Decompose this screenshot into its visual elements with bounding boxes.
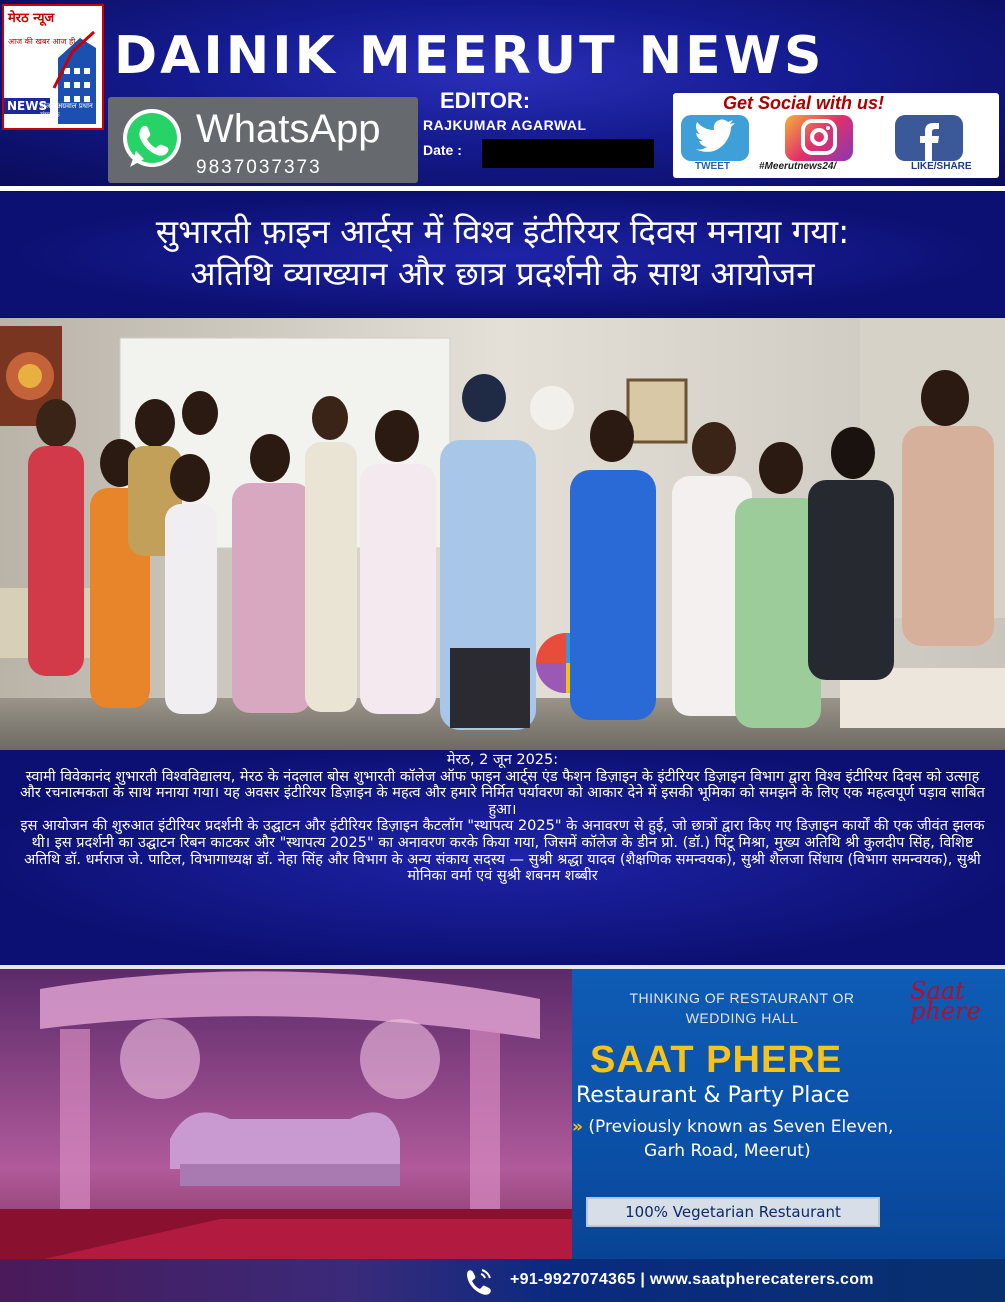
ad-vegetarian-badge: 100% Vegetarian Restaurant bbox=[586, 1197, 880, 1227]
phone-icon bbox=[462, 1267, 494, 1295]
ad-previously-line-2: Garh Road, Meerut) bbox=[644, 1141, 811, 1161]
headline-line-2: अतिथि व्याख्यान और छात्र प्रदर्शनी के साथ आयोजन bbox=[190, 254, 815, 293]
ad-previously-line-1: » (Previously known as Seven Eleven, bbox=[572, 1117, 894, 1137]
article-paragraph-1: स्वामी विवेकानंद शुभारती विश्वविद्यालय, मेरठ के नंदलाल बोस शुभारती कॉलेज ऑफ फाइन आर्ट्स एंड फैशन डिज़ाइन के इंटीरियर डिज़ाइन विभाग द्वारा विश्व इंटीरियर दिवस को उत्साह और रचनात्मकता के साथ मनाया गया। यह अवसर इंटीरियर डिज़ाइन के महत्व और हमारे निर्मित पर्यावरण को आकार देने में इसकी भूमिका को समझने के लिए एक महत्वपूर्ण पड़ाव साबित हुआ। bbox=[20, 768, 985, 818]
whatsapp-icon bbox=[118, 105, 186, 173]
article-body bbox=[0, 750, 1005, 965]
ad-thinking-text: THINKING OF RESTAURANT OR WEDDING HALL bbox=[629, 990, 855, 1026]
date-label: Date : bbox=[423, 142, 462, 158]
facebook-icon[interactable] bbox=[895, 115, 963, 161]
facebook-caption: LIKE/SHARE bbox=[911, 161, 972, 172]
logo-tagline: अजय अग्रवाल प्रधान संपादक bbox=[40, 102, 93, 119]
headline-banner bbox=[0, 192, 1005, 317]
header-divider bbox=[0, 186, 1005, 191]
whatsapp-number[interactable]: 9837037373 bbox=[196, 157, 322, 178]
event-group-photo bbox=[0, 318, 1005, 750]
ad-contact-text[interactable]: +91-9927074365 | www.saatpherecaterers.com bbox=[510, 1271, 874, 1288]
whatsapp-label: WhatsApp bbox=[196, 107, 381, 151]
logo-title: मेरठ न्यूज bbox=[8, 11, 55, 26]
instagram-icon[interactable] bbox=[785, 115, 853, 161]
whatsapp-box[interactable] bbox=[108, 97, 418, 183]
social-box bbox=[673, 93, 999, 178]
ad-subtitle: Restaurant & Party Place bbox=[576, 1083, 850, 1108]
article-dateline: मेरठ, 2 जून 2025: bbox=[446, 752, 559, 768]
masthead-title: DAINIK MEERUT NEWS bbox=[114, 26, 825, 86]
headline-line-1: सुभारती फ़ाइन आर्ट्स में विश्व इंटीरियर दिवस मनाया गया: bbox=[155, 212, 850, 251]
twitter-icon[interactable] bbox=[681, 115, 749, 161]
ad-brand-name: SAAT PHERE bbox=[590, 1039, 843, 1081]
ad-info-panel bbox=[572, 969, 1005, 1302]
hashtag-caption: #Meerutnews24/ bbox=[759, 161, 837, 172]
editor-name: RAJKUMAR AGARWAL bbox=[423, 117, 587, 133]
chevron-icon: » bbox=[572, 1117, 583, 1137]
wedding-stage-image bbox=[0, 969, 572, 1302]
masthead-header bbox=[0, 0, 1005, 186]
ad-contact-strip bbox=[0, 1259, 1005, 1302]
logo-slogan: आज की खबर आज ही bbox=[8, 37, 76, 46]
saat-phere-script-logo: Saat phere bbox=[910, 977, 981, 1025]
logo-news: NEWS bbox=[4, 98, 50, 114]
article-paragraph-2: इस आयोजन की शुरुआत इंटीरियर प्रदर्शनी के उद्घाटन और इंटीरियर डिज़ाइन कैटलॉग "स्थापत्य 2025" के अनावरण से हुई, जो छात्रों द्वारा किए गए डिज़ाइन कार्यों की एक जीवंत झलक थी। इस प्रदर्शनी का उद्घाटन रिबन काटकर और "स्थापत्य 2025" का अनावरण करके किया गया, जिसमें कॉलेज के डीन प्रो. (डॉ.) पिंटू मिश्रा, मुख्य अतिथि श्री कुलदीप सिंह, विशिष्ट अतिथि डॉ. धर्मराज जे. पाटिल, विभागाध्यक्ष डॉ. नेहा सिंह और विभाग के अन्य संकाय सदस्य — सुश्री श्रद्धा यादव (शैक्षणिक समन्वयक), सुश्री शैलजा सिंधाय (विभाग समन्वयक), सुश्री मोनिका वर्मा एवं सुश्री शबनम शब्बीर bbox=[20, 818, 985, 885]
editor-label: EDITOR: bbox=[440, 88, 531, 113]
date-redaction bbox=[482, 139, 654, 168]
social-title: Get Social with us! bbox=[723, 93, 885, 113]
twitter-caption: TWEET bbox=[695, 161, 730, 172]
saat-phere-advertisement[interactable] bbox=[0, 969, 1005, 1302]
meerut-news-logo bbox=[2, 4, 104, 130]
